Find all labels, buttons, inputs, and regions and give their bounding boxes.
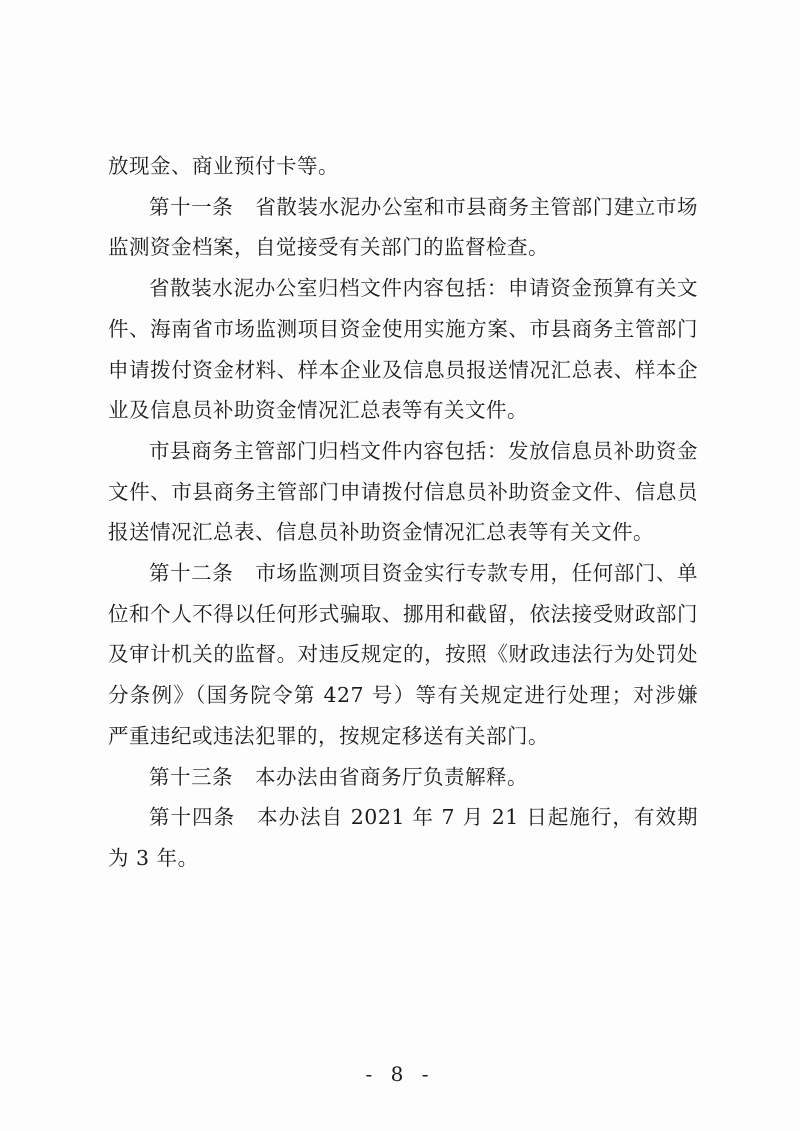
article-11 — [108, 187, 698, 268]
article-13-number: 第十三条 — [149, 764, 233, 789]
continuation-paragraph — [108, 146, 698, 187]
provincial-archive-paragraph — [108, 268, 698, 431]
article-14-number: 第十四条 — [149, 805, 236, 830]
article-14-text: 本办法自 2021 年 7 月 21 日起施行，有效期为 3 年。 — [108, 805, 698, 870]
continuation-text: 放现金、商业预付卡等。 — [108, 154, 339, 178]
article-14 — [108, 797, 698, 878]
page-number: - 8 - — [365, 1062, 435, 1086]
document-body — [108, 146, 698, 879]
article-12 — [108, 553, 698, 757]
article-11-number: 第十一条 — [149, 194, 234, 219]
article-13-text: 本办法由省商务厅负责解释。 — [255, 764, 528, 789]
county-archive-paragraph — [108, 431, 698, 553]
article-13 — [108, 757, 698, 798]
county-archive-text: 市县商务主管部门归档文件内容包括：发放信息员补助资金文件、市县商务主管部门申请拨付信息员补助资金文件、信息员报送情况汇总表、信息员补助资金情况汇总表等有关文件。 — [108, 438, 698, 545]
article-11-text: 省散装水泥办公室和市县商务主管部门建立市场监测资金档案，自觉接受有关部门的监督检查。 — [108, 194, 699, 260]
provincial-archive-text: 省散装水泥办公室归档文件内容包括：申请资金预算有关文件、海南省市场监测项目资金使用实施方案、市县商务主管部门申请拨付资金材料、样本企业及信息员报送情况汇总表、样本企业及信息员补助资金情况汇总表等有关文件。 — [108, 276, 698, 423]
article-12-number: 第十二条 — [149, 561, 234, 586]
article-12-text: 市场监测项目资金实行专款专用，任何部门、单位和个人不得以任何形式骗取、挪用和截留，依法接受财政部门及审计机关的监督。对违反规定的，按照《财政违法行为处罚处分条例》（国务院令第 427 号）等有关规定进行处理；对涉嫌严重违纪或违法犯罪的，按规定移送有关部门。 — [108, 561, 699, 748]
